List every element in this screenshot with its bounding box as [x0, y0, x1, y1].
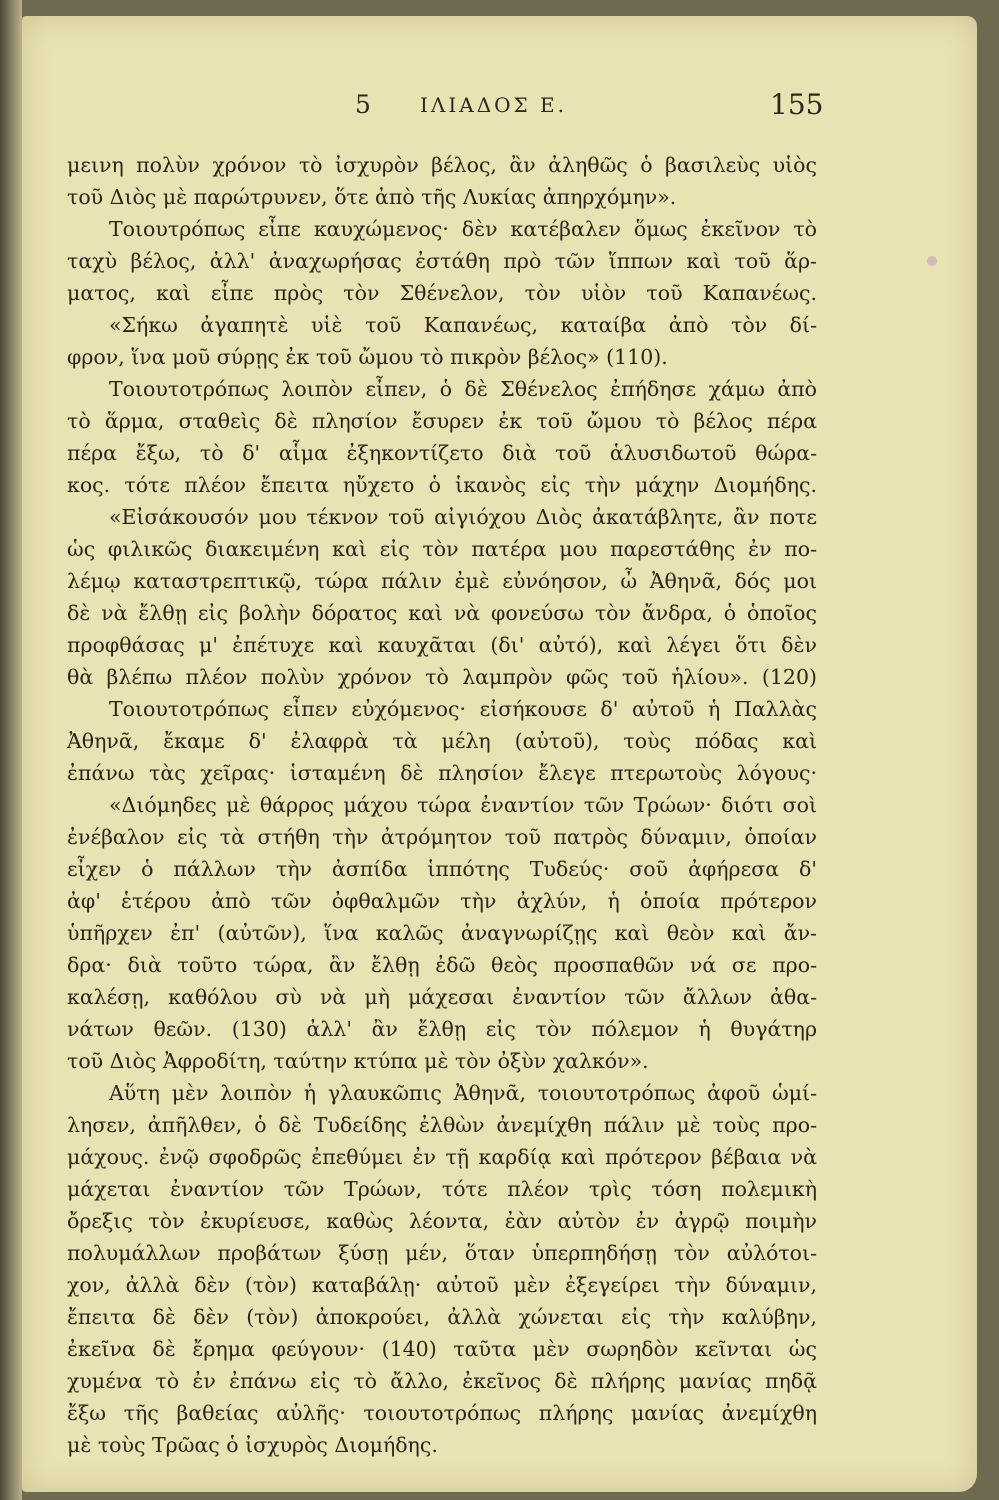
text-line: μάχεται ἐναντίον τῶν Τρώων, τότε πλέον τρὶς τόση πολεμικὴ	[67, 1177, 817, 1201]
page-header	[22, 90, 977, 130]
text-line: Ἀθηνᾶ, ἔκαμε δ' ἐλαφρὰ τὰ μέλη (αὐτοῦ), τοὺς πόδας καὶ	[67, 729, 817, 753]
text-line: τὸ ἅρμα, σταθεὶς δὲ πλησίον ἔσυρεν ἐκ τοῦ ὤμου τὸ βέλος πέρα	[67, 409, 817, 433]
text-line: δὲ νὰ ἔλθῃ εἰς βολὴν δόρατος καὶ νὰ φονεύσω τὸν ἄνδρα, ὁ ὁποῖος	[67, 601, 817, 625]
text-line: θὰ βλέπω πλέον πολὺν χρόνον τὸ λαμπρὸν φῶς τοῦ ἡλίου». (120)	[67, 665, 817, 689]
text-line: Τοιουτοτρόπως λοιπὸν εἶπεν, ὁ δὲ Σθένελος ἐπήδησε χάμω ἀπὸ	[109, 377, 817, 401]
text-line: δρα· διὰ τοῦτο τώρα, ἂν ἔλθῃ ἐδῶ θεὸς προσπαθῶν νά σε προ-	[67, 953, 817, 977]
text-line: πολυμάλλων προβάτων ξύσῃ μέν, ὅταν ὑπερπηδήσῃ τὸν αὐλότοι-	[67, 1241, 817, 1265]
text-line: κος. τότε πλέον ἔπειτα ηὔχετο ὁ ἱκανὸς εἰς τὴν μάχην Διομήδης.	[67, 473, 817, 497]
body-text	[67, 149, 817, 1461]
page-number: 155	[770, 88, 824, 121]
text-line: Τοιουτρόπως εἶπε καυχώμενος· δὲν κατέβαλεν ὅμως ἐκεῖνον τὸ	[109, 217, 817, 241]
running-head: ΙΛΙΑΔΟΣ Ε.	[420, 93, 567, 117]
text-line: ἐνέβαλον εἰς τὰ στήθη τὴν ἀτρόμητον τοῦ πατρὸς δύναμιν, ὁποίαν	[67, 825, 817, 849]
text-line: μεινη πολὺν χρόνον τὸ ἰσχυρὸν βέλος, ἂν ἀληθῶς ὁ βασιλεὺς υἱὸς	[67, 153, 817, 177]
ink-stain	[927, 256, 937, 266]
text-line: ἀφ' ἑτέρου ἀπὸ τῶν ὀφθαλμῶν τὴν ἀχλύν, ἡ ὁποία πρότερον	[67, 889, 817, 913]
text-line: νάτων θεῶν. (130) ἀλλ' ἂν ἔλθῃ εἰς τὸν πόλεμον ἡ θυγάτηρ	[67, 1017, 817, 1041]
text-line: τοῦ Διὸς μὲ παρώτρυνεν, ὅτε ἀπὸ τῆς Λυκίας ἀπηρχόμην».	[67, 185, 677, 209]
text-line: «Σήκω ἀγαπητὲ υἱὲ τοῦ Καπανέως, καταίβα ἀπὸ τὸν δί-	[109, 313, 817, 337]
text-line: Αὕτη μὲν λοιπὸν ἡ γλαυκῶπις Ἀθηνᾶ, τοιουτοτρόπως ἀφοῦ ὡμί-	[109, 1081, 817, 1105]
text-line: πέρα ἔξω, τὸ δ' αἷμα ἐξηκοντίζετο διὰ τοῦ ἁλυσιδωτοῦ θώρα-	[67, 441, 817, 465]
text-line: χον, ἀλλὰ δὲν (τὸν) καταβάλῃ· αὐτοῦ μὲν ἐξεγείρει τὴν δύναμιν,	[67, 1273, 817, 1297]
text-line: Τοιουτοτρόπως εἶπεν εὐχόμενος· εἰσήκουσε δ' αὐτοῦ ἡ Παλλὰς	[109, 697, 817, 721]
text-line: ματος, καὶ εἶπε πρὸς τὸν Σθένελον, τὸν υἱὸν τοῦ Καπανέως.	[67, 281, 817, 305]
text-line: τοῦ Διὸς Ἀφροδίτη, ταύτην κτύπα μὲ τὸν ὀξὺν χαλκόν».	[67, 1049, 649, 1073]
book-gutter	[0, 0, 22, 1500]
text-line: ὑπῆρχεν ἐπ' (αὐτῶν), ἵνα καλῶς ἀναγνωρίζῃς καὶ θεὸν καὶ ἄν-	[67, 921, 817, 945]
text-line: ἐπάνω τὰς χεῖρας· ἱσταμένη δὲ πλησίον ἔλεγε πτερωτοὺς λόγους·	[67, 761, 817, 785]
text-line: ὄρεξις τὸν ἐκυρίευσε, καθὼς λέοντα, ἐὰν αὐτὸν ἐν ἀγρῷ ποιμὴν	[67, 1209, 817, 1233]
text-line: καλέσῃ, καθόλου σὺ νὰ μὴ μάχεσαι ἐναντίον τῶν ἄλλων ἀθα-	[67, 985, 817, 1009]
text-line: εἶχεν ὁ πάλλων τὴν ἀσπίδα ἱππότης Τυδεύς· σοῦ ἀφήρεσα δ'	[67, 857, 817, 881]
text-line: φρον, ἵνα μοῦ σύρῃς ἐκ τοῦ ὤμου τὸ πικρὸν βέλος» (110).	[67, 345, 668, 369]
text-line: ταχὺ βέλος, ἀλλ' ἀναχωρήσας ἐστάθη πρὸ τῶν ἵππων καὶ τοῦ ἅρ-	[67, 249, 817, 273]
section-number: 5	[355, 90, 372, 119]
text-line: λέμῳ καταστρεπτικῷ, τώρα πάλιν ἐμὲ εὐνόησον, ὦ Ἀθηνᾶ, δός μοι	[67, 569, 817, 593]
text-line: ὡς φιλικῶς διακειμένη καὶ εἰς τὸν πατέρα μου παρεστάθης ἐν πο-	[67, 537, 817, 561]
text-line: προφθάσας μ' ἐπέτυχε καὶ καυχᾶται (δι' αὐτό), καὶ λέγει ὅτι δὲν	[67, 633, 817, 657]
text-line: λησεν, ἀπῆλθεν, ὁ δὲ Τυδείδης ἐλθὼν ἀνεμίχθη πάλιν μὲ τοὺς προ-	[67, 1113, 817, 1137]
text-line: ἐκεῖνα δὲ ἔρημα φεύγουν· (140) ταῦτα μὲν σωρηδὸν κεῖνται ὡς	[67, 1337, 817, 1361]
text-line: μάχους. ἐνῷ σφοδρῶς ἐπεθύμει ἐν τῇ καρδίᾳ καὶ πρότερον βέβαια νὰ	[67, 1145, 817, 1169]
text-line: «Διόμηδες μὲ θάρρος μάχου τώρα ἐναντίον τῶν Τρώων· διότι σοὶ	[109, 793, 817, 817]
text-line: ἔξω τῆς βαθείας αὐλῆς· τοιουτοτρόπως πλήρης μανίας ἀνεμίχθη	[67, 1401, 817, 1425]
text-line: μὲ τοὺς Τρῶας ὁ ἰσχυρὸς Διομήδης.	[67, 1433, 438, 1457]
book-page	[22, 16, 977, 1492]
text-line: «Εἰσάκουσόν μου τέκνον τοῦ αἰγιόχου Διὸς ἀκατάβλητε, ἂν ποτε	[109, 505, 817, 529]
text-line: χυμένα τὸ ἐν ἐπάνω εἰς τὸ ἄλλο, ἐκεῖνος δὲ πλήρης μανίας πηδᾷ	[67, 1369, 817, 1393]
text-line: ἔπειτα δὲ δὲν (τὸν) ἀποκρούει, ἀλλὰ χώνεται εἰς τὴν καλύβην,	[67, 1305, 817, 1329]
